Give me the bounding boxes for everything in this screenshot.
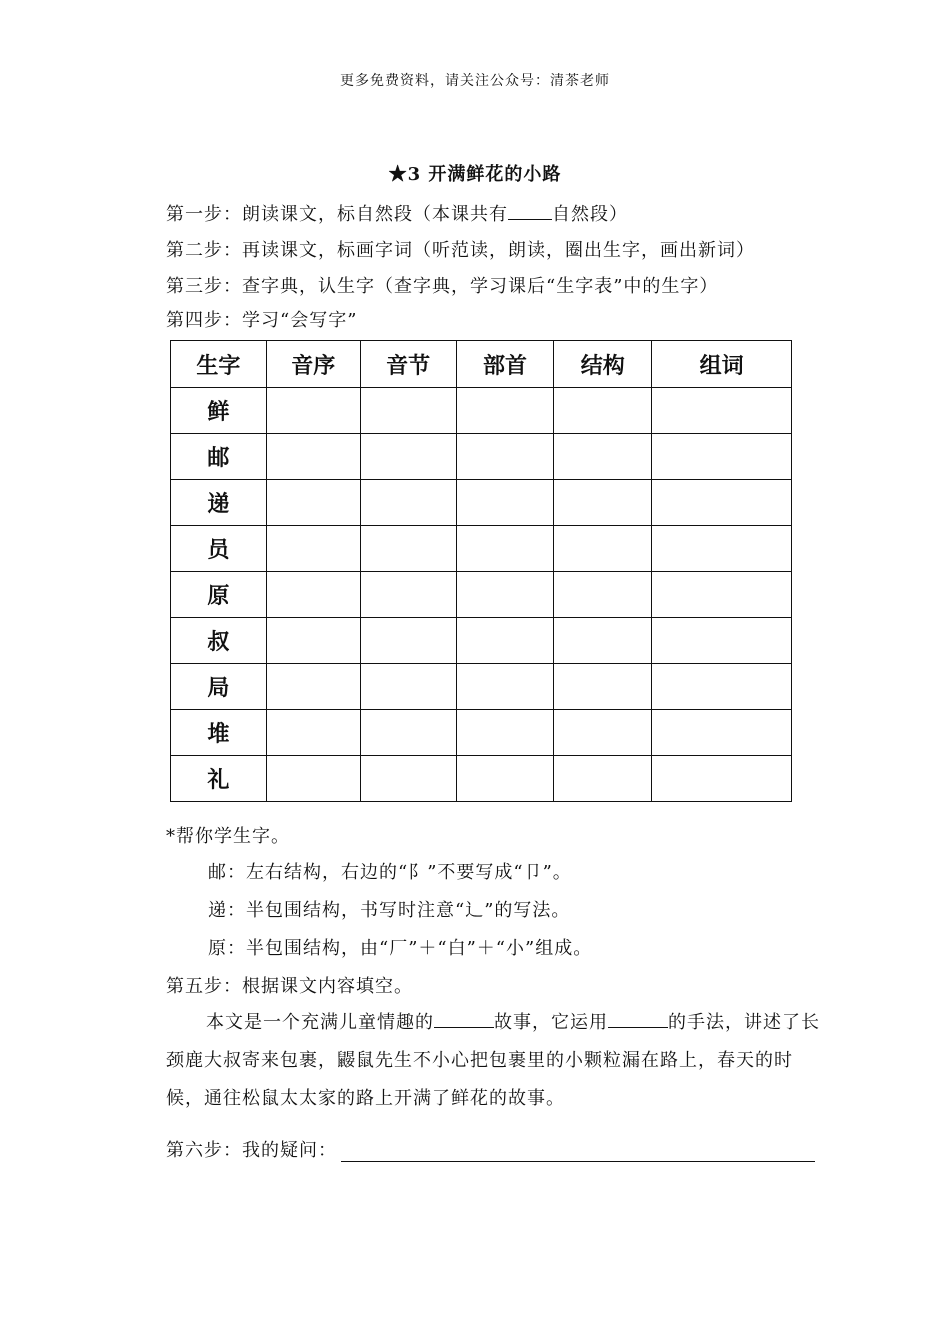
step-5-part-1: 本文是一个充满儿童情趣的: [206, 1012, 434, 1033]
page-header: 更多免费资料，请关注公众号：清茶老师: [340, 73, 610, 89]
answer-cell[interactable]: [456, 526, 554, 572]
table-row: [171, 388, 792, 434]
char-cell: 原: [171, 572, 267, 618]
lesson-title: ★3 开满鲜花的小路: [388, 164, 562, 185]
char-cell: 鲜: [171, 388, 267, 434]
answer-cell[interactable]: [554, 572, 652, 618]
answer-cell[interactable]: [652, 526, 792, 572]
header-words: 组词: [652, 341, 792, 388]
answer-cell[interactable]: [266, 434, 360, 480]
answer-cell[interactable]: [652, 572, 792, 618]
answer-cell[interactable]: [360, 710, 456, 756]
step-6-label: 第六步：我的疑问：: [166, 1140, 337, 1161]
answer-cell[interactable]: [266, 756, 360, 802]
header-char: 生字: [171, 341, 267, 388]
table-row: [171, 756, 792, 802]
step-6: [166, 1136, 815, 1162]
answer-cell[interactable]: [266, 480, 360, 526]
step-2: 第二步：再读课文，标画字词（听范读，朗读，圈出生字，画出新词）: [166, 240, 755, 261]
step-5-part-2: 故事，它运用: [494, 1012, 608, 1033]
table-row: [171, 434, 792, 480]
table-row: [171, 480, 792, 526]
answer-cell[interactable]: [652, 756, 792, 802]
answer-cell[interactable]: [554, 434, 652, 480]
step-3: 第三步：查字典，认生字（查字典，学习课后“生字表”中的生字）: [166, 276, 719, 297]
header-structure: 结构: [554, 341, 652, 388]
answer-cell[interactable]: [360, 664, 456, 710]
help-item-2: 递：半包围结构，书写时注意“辶”的写法。: [208, 900, 571, 921]
header-syllable: 音节: [360, 341, 456, 388]
character-table: [170, 340, 792, 802]
char-cell: 递: [171, 480, 267, 526]
table-row: [171, 618, 792, 664]
step-4: 第四步：学习“会写字”: [166, 310, 358, 331]
answer-cell[interactable]: [266, 388, 360, 434]
char-cell: 员: [171, 526, 267, 572]
char-cell: 邮: [171, 434, 267, 480]
help-item-3: 原：半包围结构，由“厂”＋“白”＋“小”组成。: [208, 938, 593, 959]
step-1-prefix: 第一步：朗读课文，标自然段（本课共有: [166, 204, 508, 225]
answer-cell[interactable]: [266, 710, 360, 756]
step-1-suffix: 自然段）: [552, 204, 628, 225]
answer-cell[interactable]: [456, 710, 554, 756]
answer-cell[interactable]: [456, 572, 554, 618]
step-5-label: 第五步：根据课文内容填空。: [166, 976, 413, 997]
answer-cell[interactable]: [554, 526, 652, 572]
answer-cell[interactable]: [456, 388, 554, 434]
answer-cell[interactable]: [360, 756, 456, 802]
answer-cell[interactable]: [266, 664, 360, 710]
answer-cell[interactable]: [456, 756, 554, 802]
story-type-blank[interactable]: [434, 1009, 494, 1028]
table-row: [171, 526, 792, 572]
paragraph-count-blank[interactable]: [508, 201, 552, 220]
question-answer-line[interactable]: [341, 1141, 815, 1162]
step-5-part-3: 的手法，讲述了长颈鹿大叔寄来包裹，鼹鼠先生不小心把包裹里的小颗粒漏在路上，春天的时候，通往松鼠太太家的路上开满了鲜花的故事。: [166, 1012, 820, 1109]
help-item-1: 邮：左右结构，右边的“阝”不要写成“卩”。: [208, 862, 572, 883]
answer-cell[interactable]: [554, 664, 652, 710]
step-5-paragraph: [166, 1004, 830, 1118]
help-title: *帮你学生字。: [166, 826, 290, 847]
answer-cell[interactable]: [652, 664, 792, 710]
answer-cell[interactable]: [360, 572, 456, 618]
answer-cell[interactable]: [360, 526, 456, 572]
step-1: [166, 200, 628, 226]
answer-cell[interactable]: [360, 434, 456, 480]
answer-cell[interactable]: [554, 480, 652, 526]
answer-cell[interactable]: [360, 618, 456, 664]
answer-cell[interactable]: [652, 480, 792, 526]
char-cell: 局: [171, 664, 267, 710]
answer-cell[interactable]: [456, 434, 554, 480]
table-header-row: [171, 341, 792, 388]
char-cell: 堆: [171, 710, 267, 756]
header-initial: 音序: [266, 341, 360, 388]
answer-cell[interactable]: [360, 388, 456, 434]
answer-cell[interactable]: [266, 618, 360, 664]
answer-cell[interactable]: [554, 618, 652, 664]
answer-cell[interactable]: [456, 618, 554, 664]
table-row: [171, 710, 792, 756]
answer-cell[interactable]: [652, 388, 792, 434]
answer-cell[interactable]: [554, 388, 652, 434]
table-row: [171, 572, 792, 618]
answer-cell[interactable]: [554, 756, 652, 802]
char-cell: 礼: [171, 756, 267, 802]
answer-cell[interactable]: [456, 664, 554, 710]
char-cell: 叔: [171, 618, 267, 664]
answer-cell[interactable]: [554, 710, 652, 756]
technique-blank[interactable]: [608, 1009, 668, 1028]
table-row: [171, 664, 792, 710]
answer-cell[interactable]: [266, 526, 360, 572]
header-radical: 部首: [456, 341, 554, 388]
answer-cell[interactable]: [652, 710, 792, 756]
answer-cell[interactable]: [360, 480, 456, 526]
answer-cell[interactable]: [456, 480, 554, 526]
answer-cell[interactable]: [266, 572, 360, 618]
answer-cell[interactable]: [652, 618, 792, 664]
answer-cell[interactable]: [652, 434, 792, 480]
